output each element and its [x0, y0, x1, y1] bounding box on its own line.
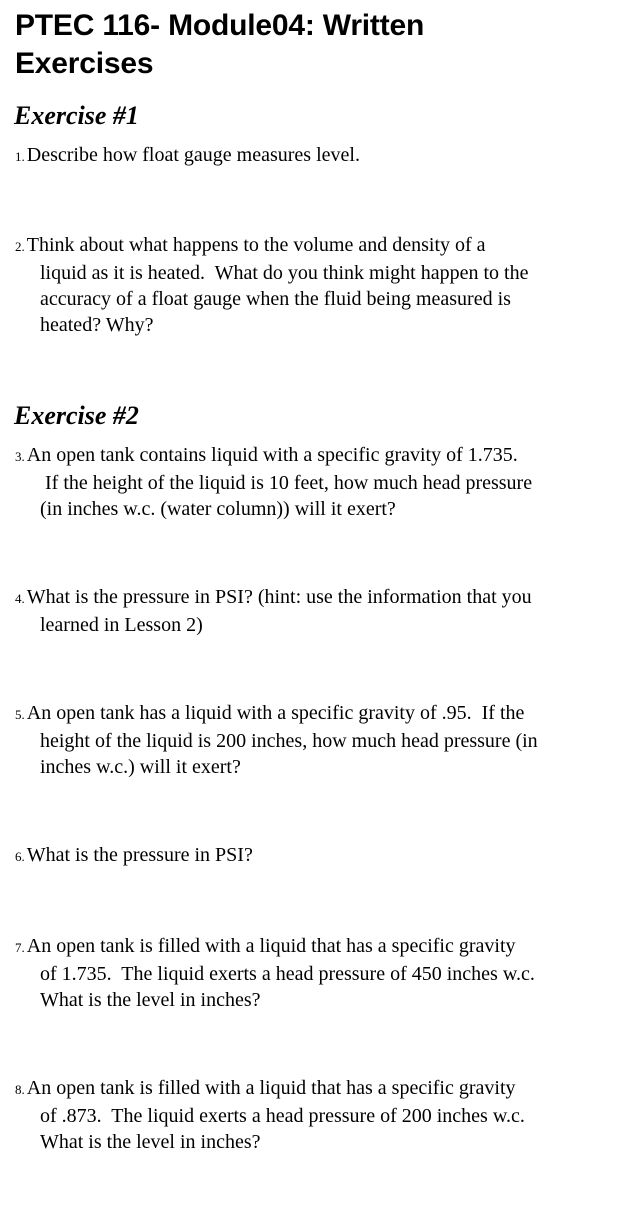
- question-text-line: What is the level in inches?: [40, 989, 261, 1011]
- question-text-line: of 1.735. The liquid exerts a head pressure of 450 inches w.c.: [40, 963, 535, 985]
- question-text-line: accuracy of a float gauge when the fluid being measured is: [40, 288, 511, 310]
- question-text-line: height of the liquid is 200 inches, how much head pressure (in: [40, 730, 538, 752]
- question-3: [15, 442, 615, 522]
- question-text-line: of .873. The liquid exerts a head pressure of 200 inches w.c.: [40, 1105, 525, 1127]
- question-1: [15, 142, 615, 170]
- question-text-line: An open tank is filled with a liquid that has a specific gravity: [26, 935, 516, 957]
- question-text-line: inches w.c.) will it exert?: [40, 756, 241, 778]
- question-text-line: What is the level in inches?: [40, 1131, 261, 1153]
- question-number: 2.: [15, 239, 25, 254]
- question-text-line: If the height of the liquid is 10 feet, how much head pressure: [45, 472, 533, 494]
- exercise-1-heading: Exercise #1: [14, 101, 139, 130]
- question-2: [15, 232, 615, 338]
- question-text-line: learned in Lesson 2): [40, 614, 203, 636]
- question-text-line: What is the pressure in PSI?: [26, 844, 253, 866]
- question-text-line: heated? Why?: [40, 314, 154, 336]
- question-8: [15, 1075, 615, 1155]
- question-number: 8.: [15, 1082, 25, 1097]
- question-7: [15, 933, 615, 1013]
- question-text-line: An open tank contains liquid with a specific gravity of 1.735.: [26, 444, 518, 466]
- question-number: 3.: [15, 449, 25, 464]
- question-5: [15, 700, 615, 780]
- question-number: 7.: [15, 940, 25, 955]
- question-text-line: (in inches w.c. (water column)) will it exert?: [40, 498, 396, 520]
- page-title-line-1: PTEC 116- Module04: Written: [15, 9, 425, 42]
- question-number: 6.: [15, 849, 25, 864]
- question-text-line: An open tank is filled with a liquid that has a specific gravity: [26, 1077, 516, 1099]
- page-title: [15, 7, 424, 83]
- question-number: 1.: [15, 149, 25, 164]
- question-number: 4.: [15, 591, 25, 606]
- question-number: 5.: [15, 707, 25, 722]
- question-text-line: Think about what happens to the volume and density of a: [26, 234, 486, 256]
- question-text-line: An open tank has a liquid with a specific gravity of .95. If the: [26, 702, 525, 724]
- question-6: [15, 842, 615, 870]
- question-text-line: Describe how float gauge measures level.: [26, 144, 360, 166]
- question-text-line: What is the pressure in PSI? (hint: use the information that you: [26, 586, 532, 608]
- question-4: [15, 584, 615, 638]
- question-text-line: liquid as it is heated. What do you think might happen to the: [40, 262, 529, 284]
- exercise-2-heading: Exercise #2: [14, 401, 139, 430]
- page-title-line-2: Exercises: [15, 47, 154, 80]
